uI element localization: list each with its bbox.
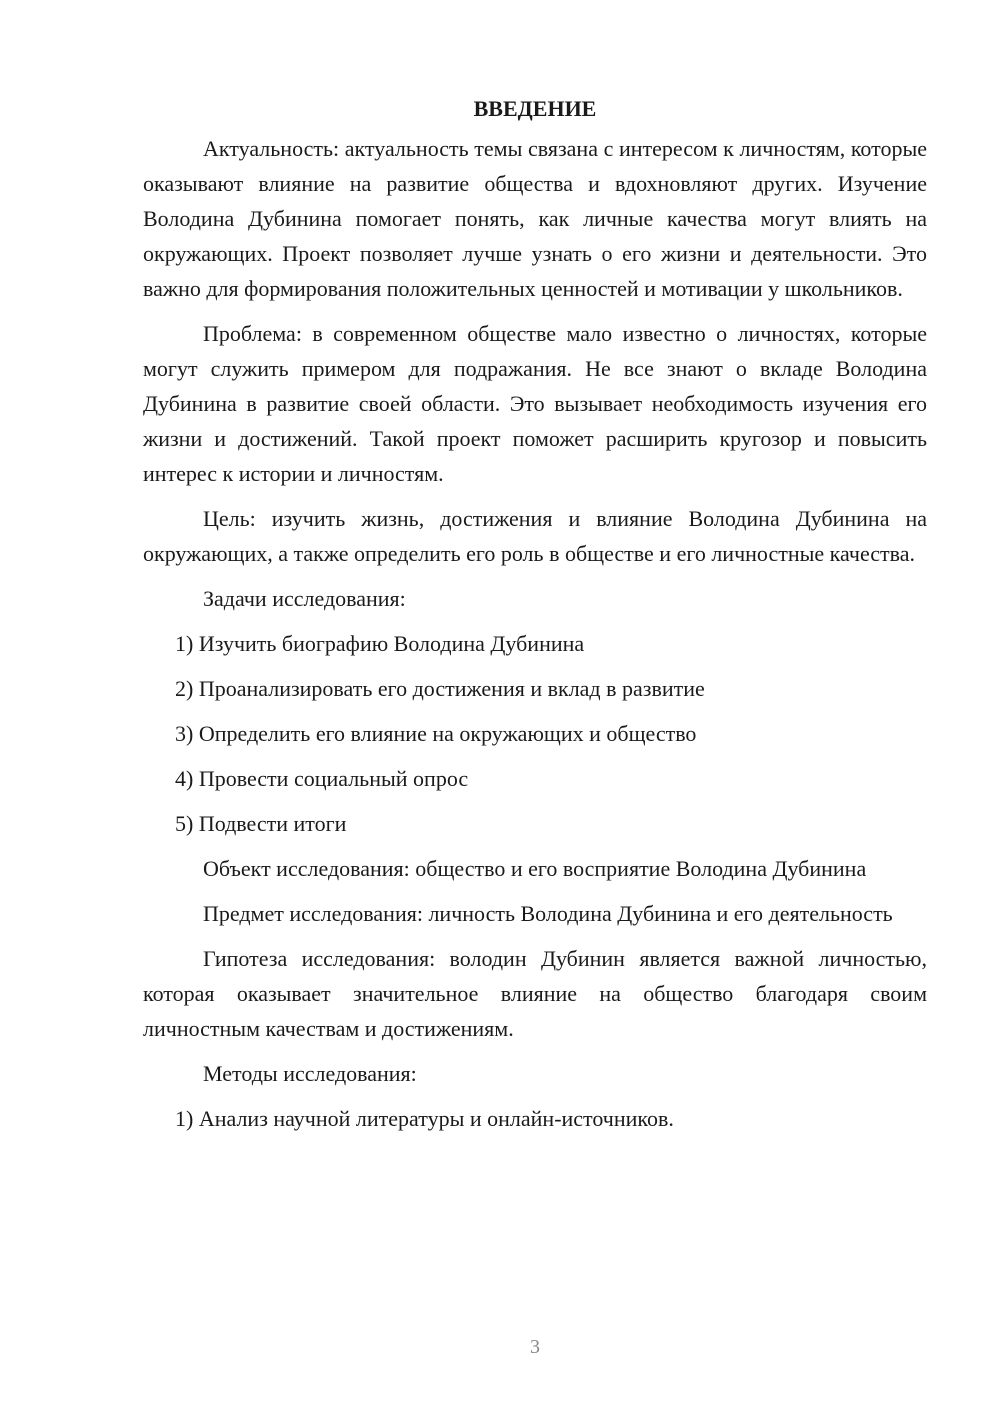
list-item: 5) Подвести итоги: [175, 811, 347, 836]
object-paragraph: Объект исследования: общество и его восприятие Володина Дубинина: [203, 856, 867, 881]
hypothesis-paragraph: Гипотеза исследования: володин Дубинин является важной личностью, которая оказывает значительное влияние на общество благодаря своим личностным качествам и достижениям.: [143, 946, 927, 1041]
list-item: 3) Определить его влияние на окружающих и общество: [175, 721, 697, 746]
tasks-list: [143, 626, 927, 841]
list-item: 4) Провести социальный опрос: [175, 766, 469, 791]
goal-paragraph: Цель: изучить жизнь, достижения и влияние Володина Дубинина на окружающих, а также определить его роль в обществе и его личностные качества.: [143, 506, 927, 566]
list-item: 1) Изучить биографию Володина Дубинина: [175, 631, 585, 656]
methods-list: [143, 1101, 927, 1136]
page-number: 3: [530, 1336, 540, 1358]
tasks-heading: Задачи исследования:: [203, 586, 406, 611]
subject-paragraph: Предмет исследования: личность Володина Дубинина и его деятельность: [203, 901, 893, 926]
list-item: 2) Проанализировать его достижения и вклад в развитие: [175, 676, 705, 701]
page-title: ВВЕДЕНИЕ: [473, 96, 597, 121]
page-content: [143, 96, 927, 1136]
methods-heading: Методы исследования:: [203, 1061, 417, 1086]
list-item: 1) Анализ научной литературы и онлайн-источников.: [175, 1106, 674, 1131]
problem-paragraph: Проблема: в современном обществе мало известно о личностях, которые могут служить примером для подражания. Не все знают о вкладе Володина Дубинина в развитие своей области. Это вызывает необходимость изучения его жизни и достижений. Такой проект поможет расширить кругозор и повысить интерес к истории и личностям.: [143, 321, 927, 486]
relevance-paragraph: Актуальность: актуальность темы связана с интересом к личностям, которые оказывают влияние на развитие общества и вдохновляют других. Изучение Володина Дубинина помогает понять, как личные качества могут влиять на окружающих. Проект позволяет лучше узнать о его жизни и деятельности. Это важно для формирования положительных ценностей и мотивации у школьников.: [143, 136, 927, 301]
